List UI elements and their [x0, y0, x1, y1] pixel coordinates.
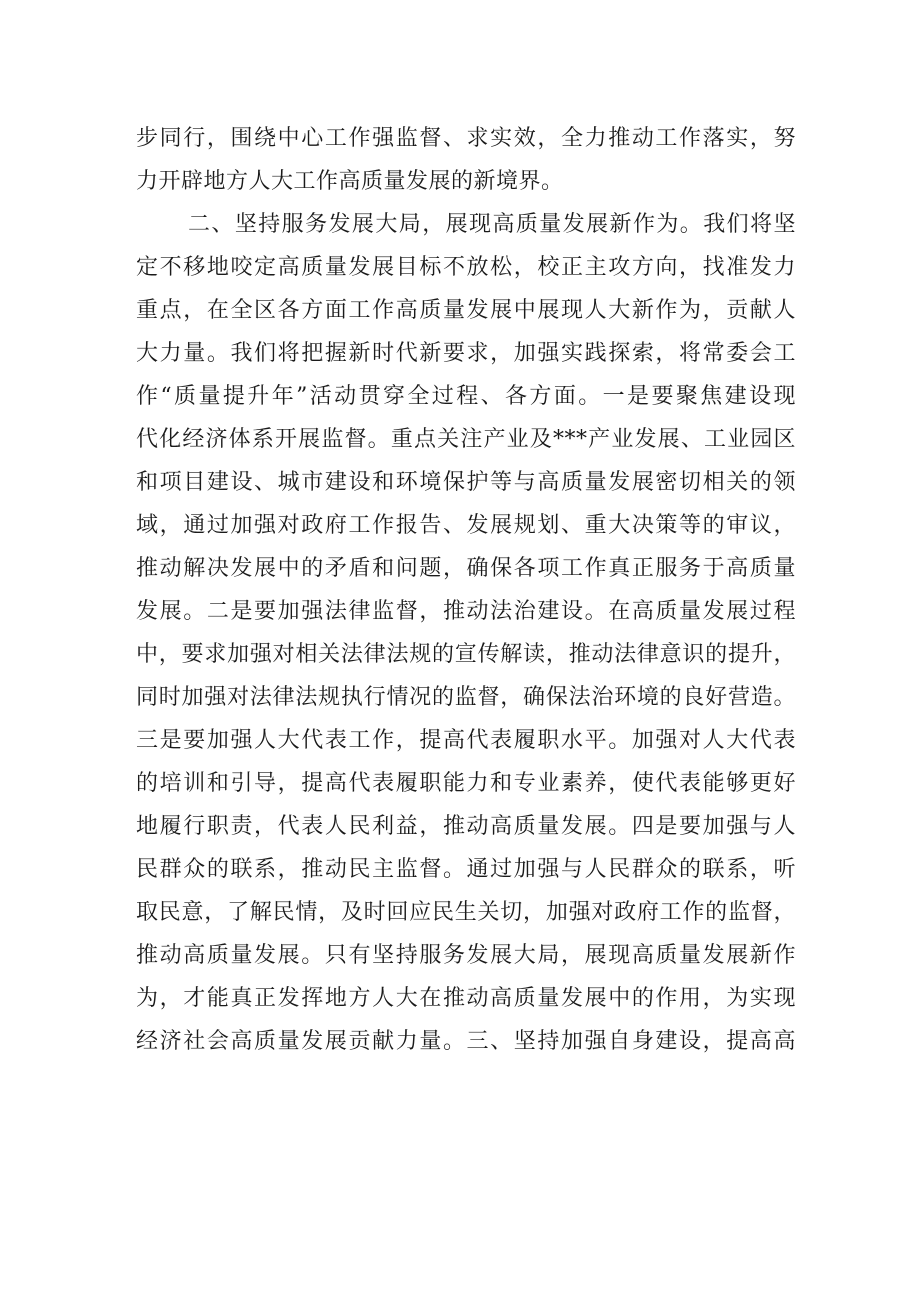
text-line: 为，才能真正发挥地方人大在推动高质量发展中的作用，为实现: [136, 986, 796, 1011]
text-line: 定不移地咬定高质量发展目标不放松，校正主攻方向，找准发力: [136, 255, 796, 280]
text-line: 取民意，了解民情，及时回应民生关切，加强对政府工作的监督，: [136, 900, 796, 925]
text-line: 域，通过加强对政府工作报告、发展规划、重大决策等的审议，: [136, 513, 796, 538]
text-line: 中，要求加强对相关法律法规的宣传解读，推动法律意识的提升，: [136, 642, 796, 667]
text-line: 发展。二是要加强法律监督，推动法治建设。在高质量发展过程: [136, 599, 796, 624]
text-line: 经济社会高质量发展贡献力量。三、坚持加强自身建设，提高高: [136, 1029, 796, 1054]
body-text: [136, 117, 796, 1063]
text-line: 民群众的联系，推动民主监督。通过加强与人民群众的联系，听: [136, 857, 796, 882]
text-line: 推动解决发展中的矛盾和问题，确保各项工作真正服务于高质量: [136, 556, 796, 581]
text-line: 重点，在全区各方面工作高质量发展中展现人大新作为，贡献人: [136, 298, 796, 323]
text-line: 和项目建设、城市建设和环境保护等与高质量发展密切相关的领: [136, 470, 796, 495]
text-line: 的培训和引导，提高代表履职能力和专业素养，使代表能够更好: [136, 771, 796, 796]
text-line: 地履行职责，代表人民利益，推动高质量发展。四是要加强与人: [136, 814, 796, 839]
paragraph-start-line: 二、坚持服务发展大局，展现高质量发展新作为。我们将坚: [188, 212, 796, 237]
text-line: 步同行，围绕中心工作强监督、求实效，全力推动工作落实，努: [136, 126, 796, 151]
text-line: 代化经济体系开展监督。重点关注产业及***产业发展、工业园区: [136, 427, 796, 452]
text-line: 三是要加强人大代表工作，提高代表履职水平。加强对人大代表: [136, 728, 796, 753]
text-line: 同时加强对法律法规执行情况的监督，确保法治环境的良好营造。: [136, 685, 796, 710]
text-line: 作“质量提升年”活动贯穿全过程、各方面。一是要聚焦建设现: [136, 384, 796, 409]
text-line: 推动高质量发展。只有坚持服务发展大局，展现高质量发展新作: [136, 943, 796, 968]
text-line: 大力量。我们将把握新时代新要求，加强实践探索，将常委会工: [136, 341, 796, 366]
text-line: 力开辟地方人大工作高质量发展的新境界。: [136, 169, 564, 194]
